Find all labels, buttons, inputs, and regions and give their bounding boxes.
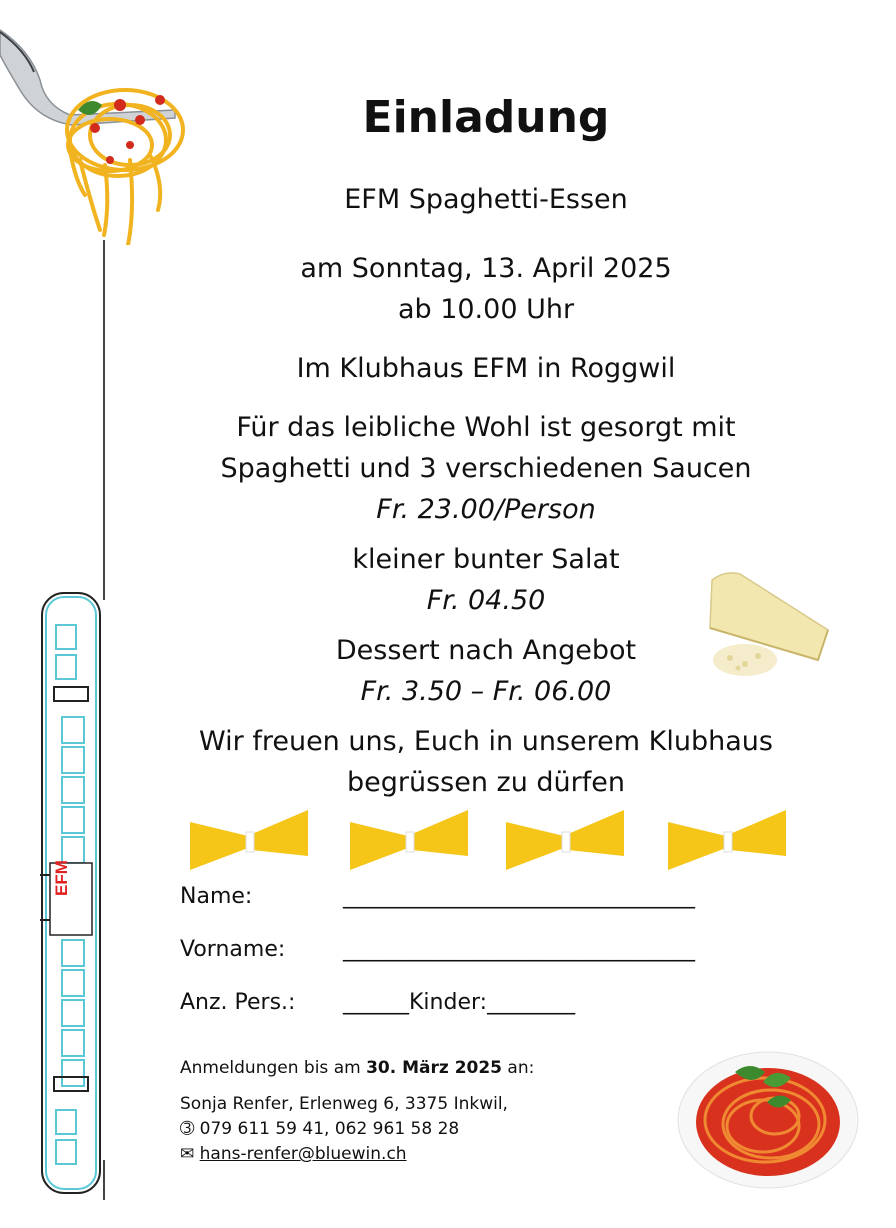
food-line-2: Spaghetti und 3 verschiedenen Saucen <box>220 453 752 484</box>
phone-numbers: 079 611 59 41, 062 961 58 28 <box>199 1119 460 1139</box>
contact-phone <box>180 1119 459 1139</box>
deadline-prefix: Anmeldungen bis am <box>180 1058 367 1078</box>
event-time: ab 10.00 Uhr <box>397 294 575 325</box>
deadline-suffix: an: <box>502 1058 535 1078</box>
spaghetti-bundle-icon <box>350 808 470 876</box>
vorname-field-line[interactable]: ________________________________ <box>343 937 695 962</box>
food-line-1: Für das leibliche Wohl ist gesorgt mit <box>236 412 736 443</box>
event-name: EFM Spaghetti-Essen <box>344 184 628 215</box>
deadline-date: 30. März 2025 <box>366 1058 503 1078</box>
dessert-price: Fr. 3.50 – Fr. 06.00 <box>360 676 612 707</box>
spaghetti-plate-image <box>675 1042 861 1192</box>
contact-email <box>180 1144 407 1164</box>
food-price: Fr. 23.00/Person <box>376 494 596 525</box>
spaghetti-bundle-icon <box>668 808 788 876</box>
phone-icon: ➂ <box>180 1119 195 1139</box>
persons-line[interactable]: ______ <box>343 990 409 1015</box>
spaghetti-bundle-icon <box>506 808 626 876</box>
name-label: Name: <box>180 884 253 909</box>
page-title: Einladung <box>362 92 610 143</box>
contact-address: Sonja Renfer, Erlenweg 6, 3375 Inkwil, <box>180 1094 508 1114</box>
registration-deadline <box>180 1058 534 1078</box>
welcome-line-2: begrüssen zu dürfen <box>347 767 625 798</box>
kinder-label: Kinder: <box>409 990 488 1015</box>
email-link[interactable]: hans-renfer@bluewin.ch <box>199 1144 407 1164</box>
kinder-line[interactable]: ________ <box>487 990 576 1015</box>
salad-item: kleiner bunter Salat <box>352 544 620 575</box>
vorname-label: Vorname: <box>180 937 286 962</box>
salad-price: Fr. 04.50 <box>426 585 546 616</box>
persons-label: Anz. Pers.: <box>180 990 296 1015</box>
cable-line <box>103 240 105 600</box>
train-logo: EFM <box>52 860 71 896</box>
event-date: am Sonntag, 13. April 2025 <box>300 253 672 284</box>
name-field-line[interactable]: ________________________________ <box>343 884 695 909</box>
parmesan-cheese-image <box>700 568 835 683</box>
fork-spaghetti-image <box>0 10 200 245</box>
event-location: Im Klubhaus EFM in Roggwil <box>296 353 676 384</box>
persons-field-line[interactable] <box>343 990 575 1015</box>
dessert-item: Dessert nach Angebot <box>335 635 637 666</box>
welcome-line-1: Wir freuen uns, Euch in unserem Klubhaus <box>199 726 773 757</box>
spaghetti-bundle-icon <box>190 808 310 876</box>
mail-icon: ✉ <box>180 1144 195 1164</box>
